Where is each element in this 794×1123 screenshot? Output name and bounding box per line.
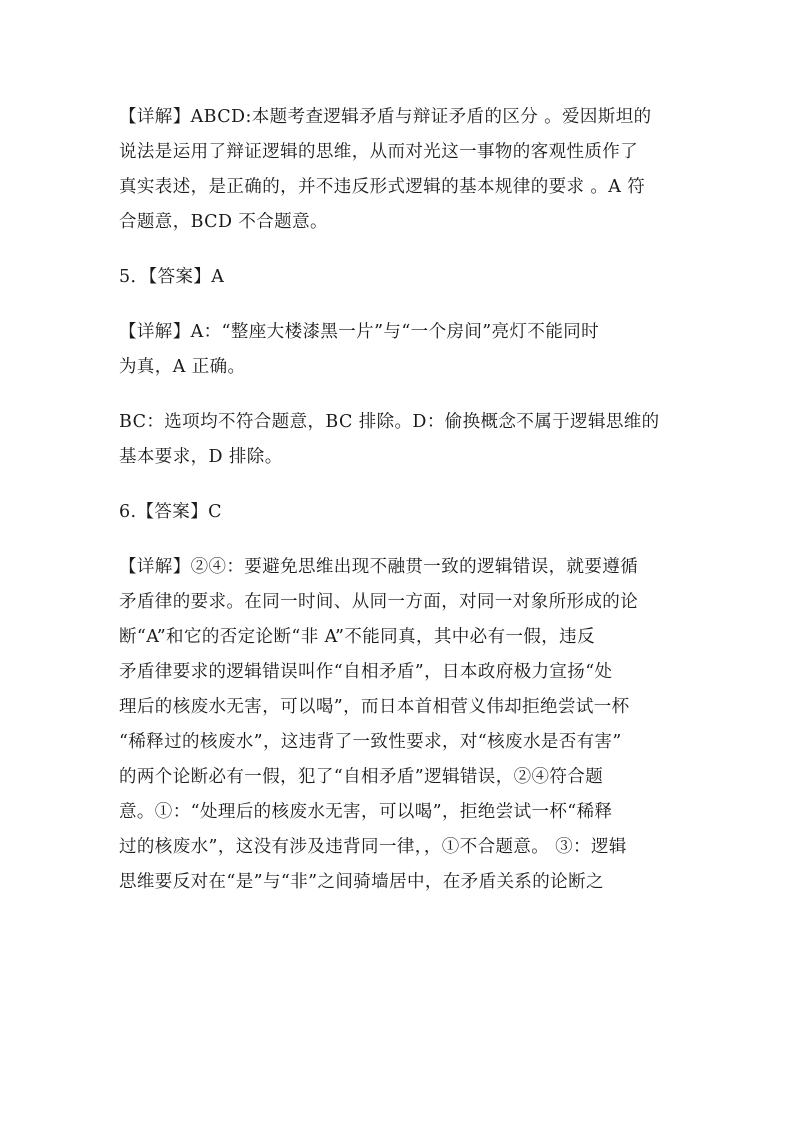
text-line: 【详解】②④：要避免思维出现不融贯一致的逻辑错误，就要遵循 [119, 557, 639, 577]
paragraph-detail-24 [119, 550, 679, 900]
paragraph-detail-abcd [119, 100, 679, 240]
paragraph-gap [119, 530, 679, 550]
paragraph-bc-d [119, 405, 679, 475]
paragraph-gap [119, 475, 679, 495]
document-page [119, 100, 679, 900]
text-line: 矛盾律要求的逻辑错误叫作“自相矛盾”，日本政府极力宣扬“处 [119, 662, 613, 682]
text-line: 理后的核废水无害，可以喝”，而日本首相菅义伟却拒绝尝试一杯 [119, 697, 630, 717]
text-line: 【详解】A：“整座大楼漆黑一片”与“一个房间”亮灯不能同时 [119, 322, 600, 342]
text-line: 断“A”和它的否定论断“非 A”不能同真，其中必有一假，违反 [119, 627, 595, 647]
text-line: 5．【答案】A [119, 267, 225, 287]
text-line: 过的核废水”，这没有涉及违背同一律，，①不合题意。 ③：逻辑 [119, 837, 627, 857]
text-line: “稀释过的核废水”，这违背了一致性要求，对“核废水是否有害” [119, 732, 622, 752]
text-line: 的两个论断必有一假，犯了“自相矛盾”逻辑错误，②④符合题 [119, 767, 604, 787]
text-line: 合题意，BCD 不合题意。 [119, 212, 328, 232]
text-line: 思维要反对在“是”与“非”之间骑墙居中，在矛盾关系的论断之 [119, 872, 604, 892]
answer-6-heading [119, 495, 679, 530]
text-line: 基本要求，D 排除。 [119, 447, 283, 467]
text-line: 矛盾律的要求。在同一时间、从同一方面，对同一对象所形成的论 [119, 592, 639, 612]
text-line: 为真，A 正确。 [119, 357, 246, 377]
paragraph-detail-a [119, 315, 679, 385]
text-line: 【详解】ABCD:本题考查逻辑矛盾与辩证矛盾的区分 。爱因斯坦的 [119, 107, 652, 127]
answer-5-heading [119, 260, 679, 295]
paragraph-gap [119, 295, 679, 315]
text-line: 意。①：“处理后的核废水无害，可以喝”，拒绝尝试一杯“稀释 [119, 802, 613, 822]
paragraph-gap [119, 240, 679, 260]
paragraph-gap [119, 385, 679, 405]
text-line: 6.【答案】C [119, 502, 222, 522]
text-line: 说法是运用了辩证逻辑的思维，从而对光这一事物的客观性质作了 [119, 142, 639, 162]
text-line: BC：选项均不符合题意，BC 排除。D：偷换概念不属于逻辑思维的 [119, 412, 660, 432]
text-line: 真实表述，是正确的，并不违反形式逻辑的基本规律的要求 。A 符 [119, 177, 646, 197]
